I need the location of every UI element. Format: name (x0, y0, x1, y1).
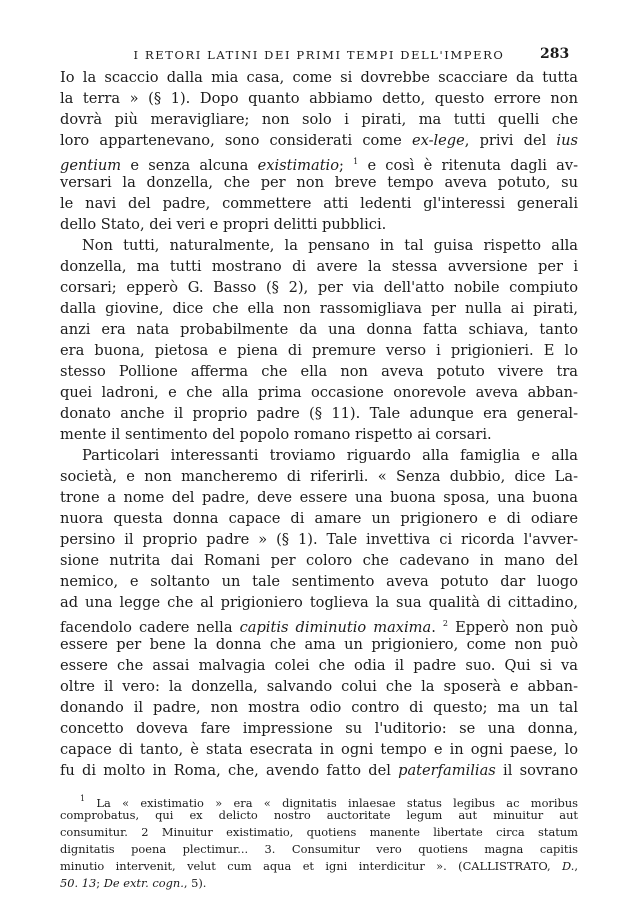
body-line: facendolo cadere nella capitis diminutio maxima. $^2$ Epperò non può (60, 619, 579, 636)
footnote-line: comprobatus, qui ex delicto nostro auctoritate legum aut minuitur aut (60, 808, 578, 822)
body-line: versari la donzella, che per non breve tempo aveva potuto, su (60, 174, 578, 191)
body-line: loro appartenevano, sono considerati come ex-lege, privi del ius (60, 132, 578, 149)
body-line: concetto doveva fare impressione su l'uditorio: se una donna, (60, 720, 578, 737)
running-title: I RETORI LATINI DEI PRIMI TEMPI DELL'IMPERO (133, 48, 505, 62)
body-line: dovrà più meravigliare; non solo i pirati, ma tutti quelli che (60, 111, 578, 128)
body-line: essere che assai malvagia colei che odia il padre suo. Qui si va (60, 657, 578, 674)
body-line: corsari; epperò G. Basso (§ 2), per via dell'atto nobile compiuto (60, 279, 578, 296)
body-line: dello Stato, dei veri e propri delitti pubblici. (60, 216, 387, 233)
body-line: donando il padre, non mostra odio contro di questo; ma un tal (60, 699, 578, 716)
body-line: persino il proprio padre » (§ 1). Tale invettiva ci ricorda l'avver- (60, 531, 578, 548)
body-line: donzella, ma tutti mostrano di avere la stessa avversione per i (60, 258, 578, 275)
body-line: nuora questa donna capace di amare un prigionero e di odiare (60, 510, 578, 527)
body-line: capace di tanto, è stata esecrata in ogni tempo e in ogni paese, lo (60, 741, 578, 758)
body-line: quei ladroni, e che alla prima occasione onorevole aveva abban- (60, 384, 578, 401)
body-line: la terra » (§ 1). Dopo quanto abbiamo detto, questo errore non (60, 90, 578, 107)
body-line: mente il sentimento del popolo romano rispetto ai corsari. (60, 426, 492, 443)
footnote-line: minutio intervenit, velut cum aqua et igni interdicitur ». (CALLISTRATO, D., (60, 859, 578, 873)
body-line: fu di molto in Roma, che, avendo fatto del paterfamilias il sovrano (60, 762, 578, 779)
body-line: era buona, pietosa e piena di premure verso i prigionieri. E lo (60, 342, 578, 359)
body-line: stesso Pollione afferma che ella non aveva potuto vivere tra (60, 363, 578, 380)
footnote-line: dignitatis poena plectimur... 3. Consumitur vero quotiens magna capitis (60, 842, 578, 856)
body-line: sione nutrita dai Romani per coloro che cadevano in mano del (60, 552, 578, 569)
body-line: anzi era nata probabilmente da una donna fatta schiava, tanto (60, 321, 578, 338)
footnote-ref: 1 (353, 157, 359, 166)
body-line: essere per bene la donna che ama un prigioniero, come non può (60, 636, 578, 653)
footnote-line: $^1$ La « existimatio » era « dignitatis inlaesae status legibus ac moribus (80, 794, 578, 810)
page-number: 283 (540, 46, 570, 62)
body-line: dalla giovine, dice che ella non rassomigliava per nulla ai pirati, (60, 300, 578, 317)
body-line: oltre il vero: la donzella, salvando colui che la sposerà e abban- (60, 678, 578, 695)
footnote-line: consumitur. 2 Minuitur existimatio, quotiens manente libertate circa statum (60, 825, 578, 839)
body-line: Non tutti, naturalmente, la pensano in tal guisa rispetto alla (82, 237, 578, 254)
body-line: trone a nome del padre, deve essere una buona sposa, una buona (60, 489, 578, 506)
body-line: ad una legge che al prigioniero toglieva la sua qualità di cittadino, (60, 594, 578, 611)
body-line: donato anche il proprio padre (§ 11). Tale adunque era general- (60, 405, 578, 422)
body-line: gentium e senza alcuna existimatio; $^1$ e così è ritenuta dagli av- (60, 157, 579, 174)
body-line: società, e non mancheremo di riferirli. « Senza dubbio, dice La- (60, 468, 578, 485)
body-line: le navi del padre, commettere atti ledenti gl'interessi generali (60, 195, 578, 212)
footnote-ref: 2 (442, 619, 449, 628)
body-line: nemico, e soltanto un tale sentimento aveva potuto dar luogo (60, 573, 578, 590)
body-line: Io la scaccio dalla mia casa, come si dovrebbe scacciare da tutta (60, 69, 578, 86)
footnote-line: 50. 13; De extr. cogn., 5). (60, 876, 207, 890)
body-line: Particolari interessanti troviamo riguardo alla famiglia e alla (82, 447, 578, 464)
footnote-number: 1 (80, 794, 86, 803)
